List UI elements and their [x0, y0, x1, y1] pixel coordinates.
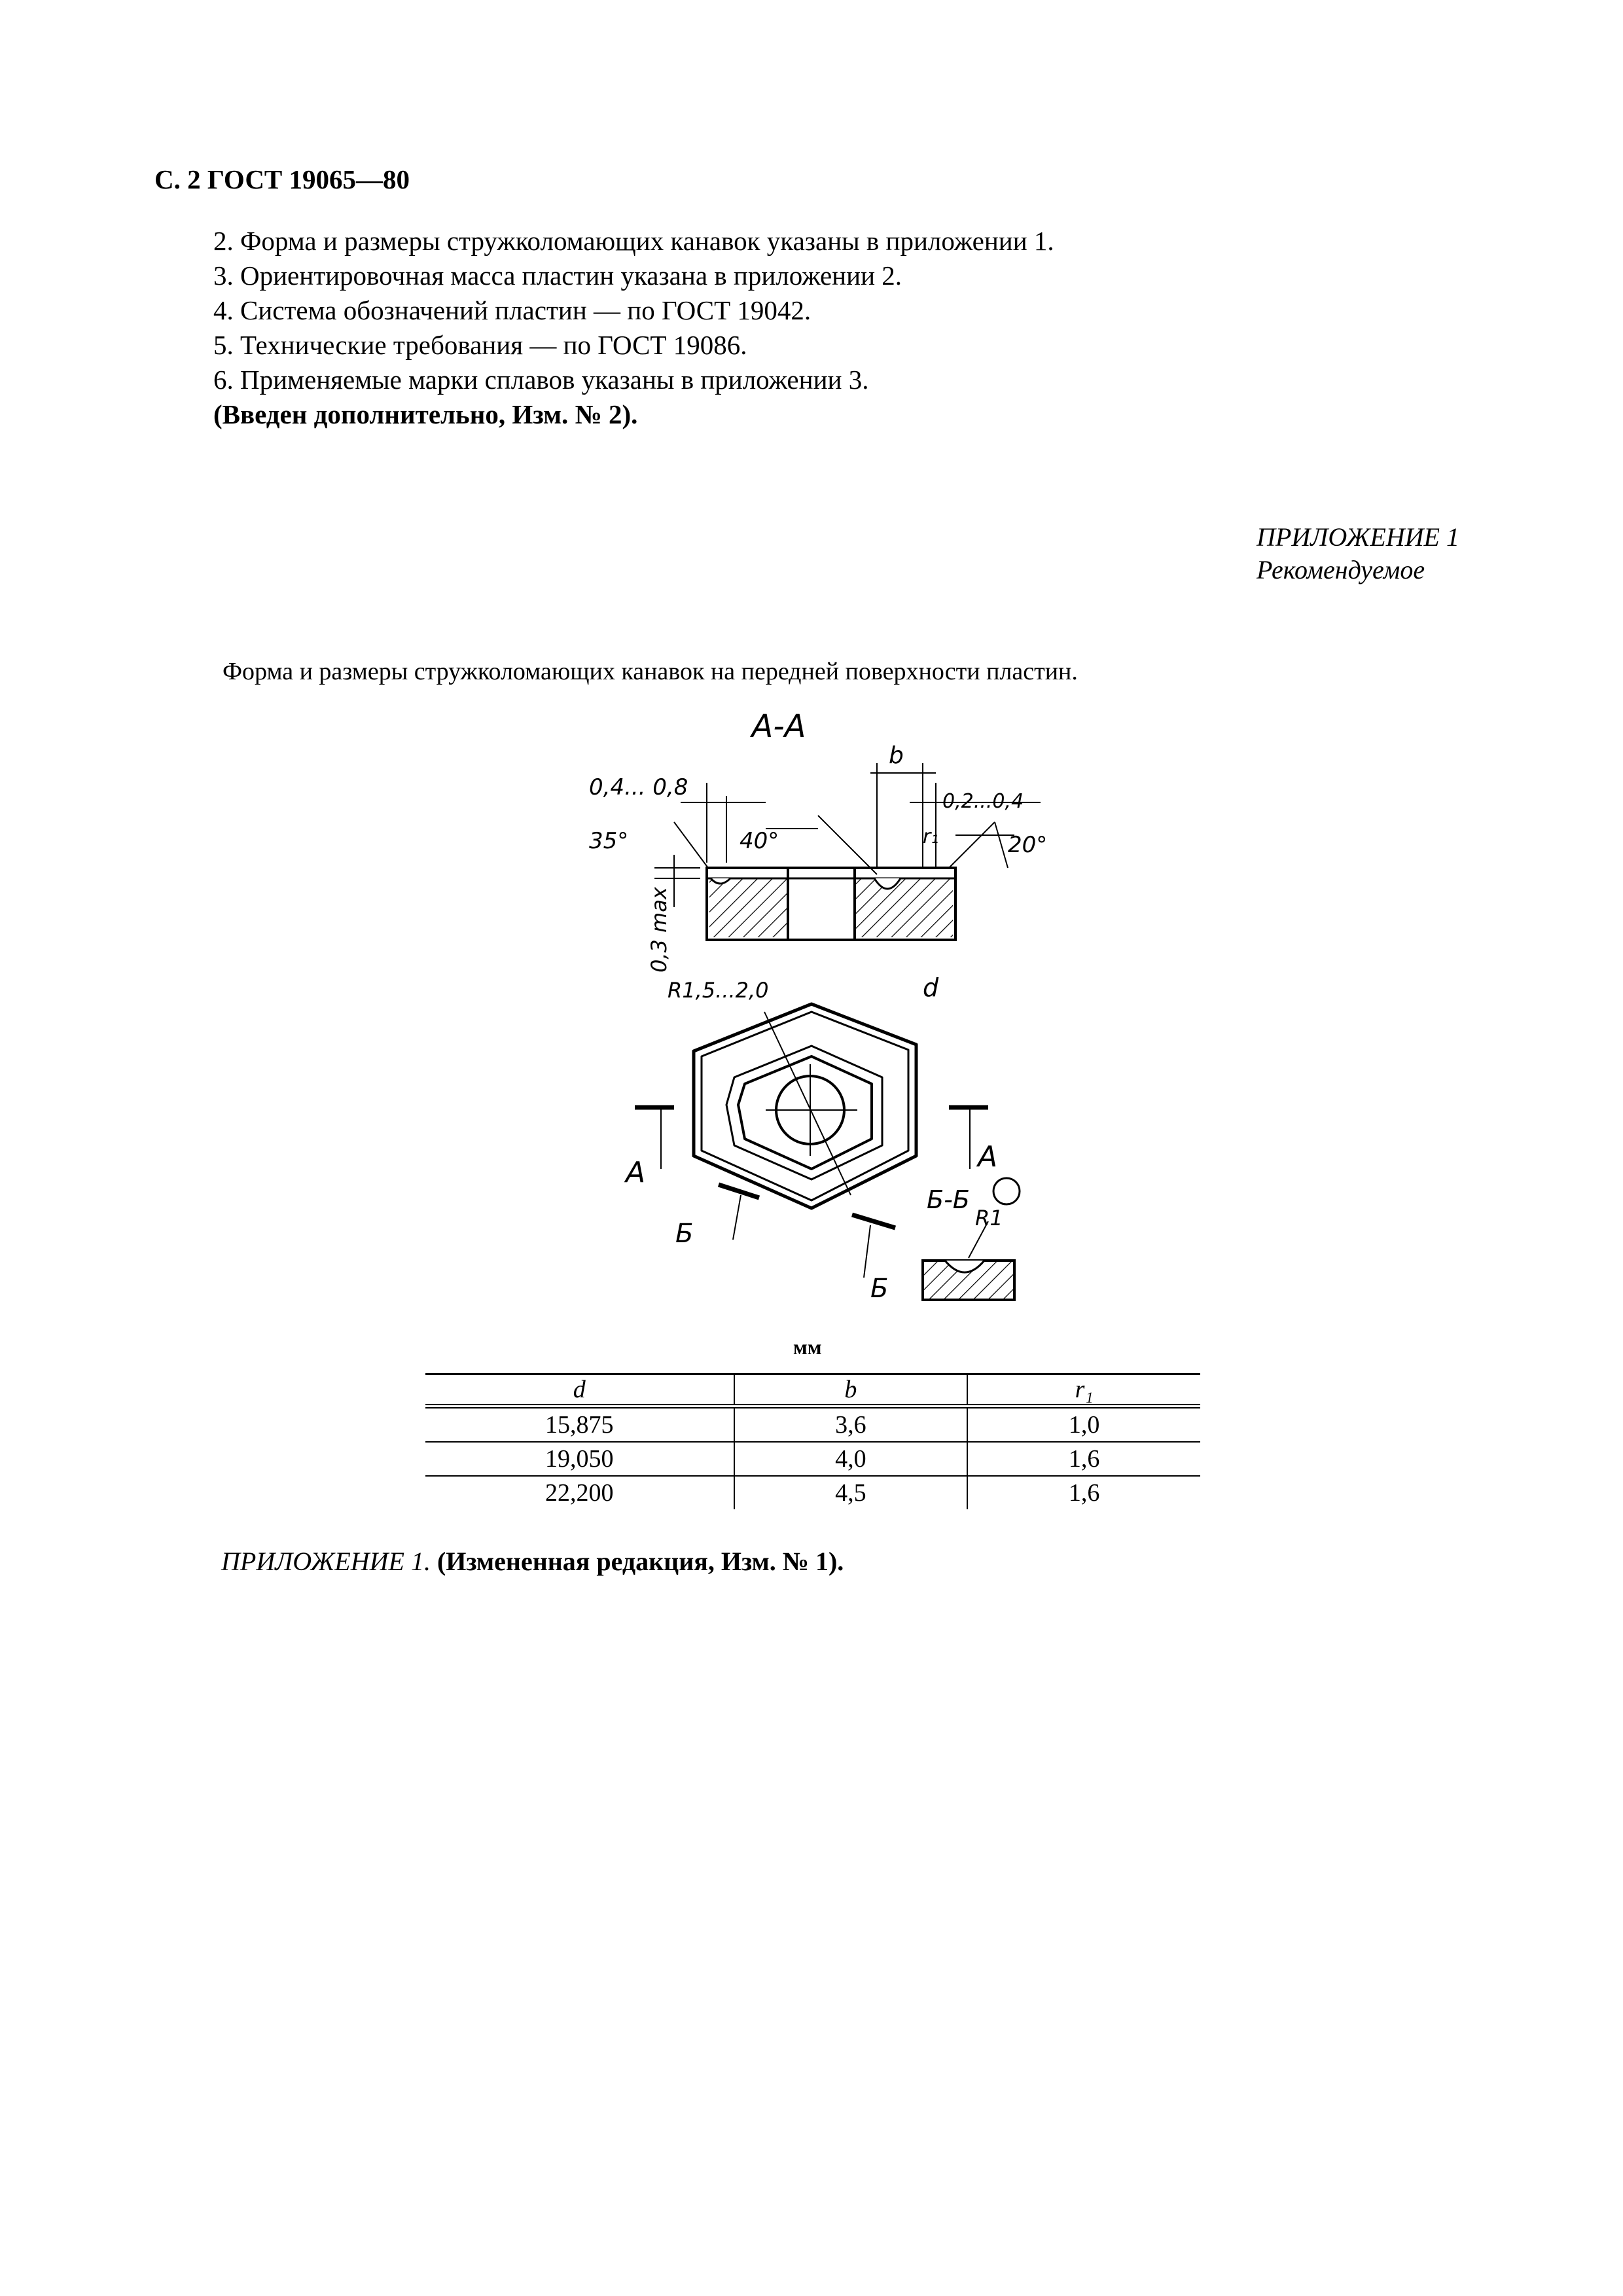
- appendix-note-text: (Измененная редакция, Изм. № 1).: [437, 1547, 844, 1576]
- dim-radius: R1,5...2,0: [668, 978, 769, 1003]
- cell-d: 19,050: [425, 1442, 734, 1476]
- cell-b: 4,0: [734, 1442, 968, 1476]
- dim-chamfer: 0,4... 0,8: [589, 774, 688, 800]
- cut-a-left-label: А: [626, 1156, 646, 1189]
- table-row: [425, 1442, 1200, 1476]
- cut-a-right-label: А: [978, 1140, 998, 1174]
- angle-35: 35°: [589, 828, 629, 854]
- section-aa-label: А-А: [751, 711, 806, 745]
- cell-r1: 1,0: [967, 1407, 1200, 1443]
- cell-d: 22,200: [545, 1479, 614, 1507]
- table-header-row: [425, 1374, 1200, 1407]
- table-units: мм: [793, 1335, 822, 1359]
- appendix-amendment-note: [221, 1546, 844, 1577]
- dimensions-table: [425, 1373, 1200, 1509]
- header-d: d: [425, 1374, 734, 1407]
- cut-b-right-label: Б: [870, 1274, 889, 1304]
- table-row: [425, 1407, 1200, 1443]
- cell-r1: 1,6: [967, 1476, 1200, 1509]
- clauses-list: [213, 224, 1054, 432]
- figure-caption: Форма и размеры стружколомающих канавок на передней поверхности пластин.: [223, 658, 1078, 685]
- technical-drawing: [569, 711, 1067, 1326]
- appendix-heading: [1257, 521, 1459, 586]
- dim-r1: r₁: [923, 825, 939, 848]
- clause-4: 4. Система обозначений пластин — по ГОСТ 19042.: [213, 295, 812, 325]
- dim-b: b: [889, 742, 904, 769]
- dim-land: 0,2...0,4: [942, 790, 1024, 813]
- clause-3: 3. Ориентировочная масса пластин указана в приложении 2.: [213, 260, 902, 291]
- clause-2: 2. Форма и размеры стружколомающих канавок указаны в приложении 1.: [213, 226, 1054, 256]
- clause-6: 6. Применяемые марки сплавов указаны в приложении 3.: [213, 365, 869, 395]
- header-b: b: [734, 1374, 968, 1407]
- appendix-title: ПРИЛОЖЕНИЕ 1: [1257, 522, 1459, 552]
- table-row: [425, 1476, 1200, 1509]
- section-bb-label: Б-Б: [927, 1185, 970, 1214]
- angle-40: 40°: [740, 828, 779, 854]
- amendment-note: (Введен дополнительно, Изм. № 2).: [213, 399, 638, 429]
- cell-b: 3,6: [734, 1407, 968, 1443]
- cell-r1: 1,6: [967, 1442, 1200, 1476]
- cell-d: 15,875: [425, 1407, 734, 1443]
- page-header: С. 2 ГОСТ 19065—80: [154, 164, 410, 194]
- cell-b: 4,5: [734, 1476, 968, 1509]
- angle-20: 20°: [1008, 832, 1048, 858]
- cut-b-left-label: Б: [675, 1219, 694, 1249]
- dim-d: d: [923, 973, 939, 1002]
- clause-5: 5. Технические требования — по ГОСТ 19086.: [213, 330, 747, 360]
- dim-depth: 0,3 max: [647, 887, 671, 973]
- appendix-subtitle: Рекомендуемое: [1257, 555, 1425, 584]
- header-r1: r₁: [967, 1374, 1200, 1407]
- appendix-note-ref: ПРИЛОЖЕНИЕ 1.: [221, 1547, 431, 1576]
- dim-R1: R1: [975, 1206, 1003, 1230]
